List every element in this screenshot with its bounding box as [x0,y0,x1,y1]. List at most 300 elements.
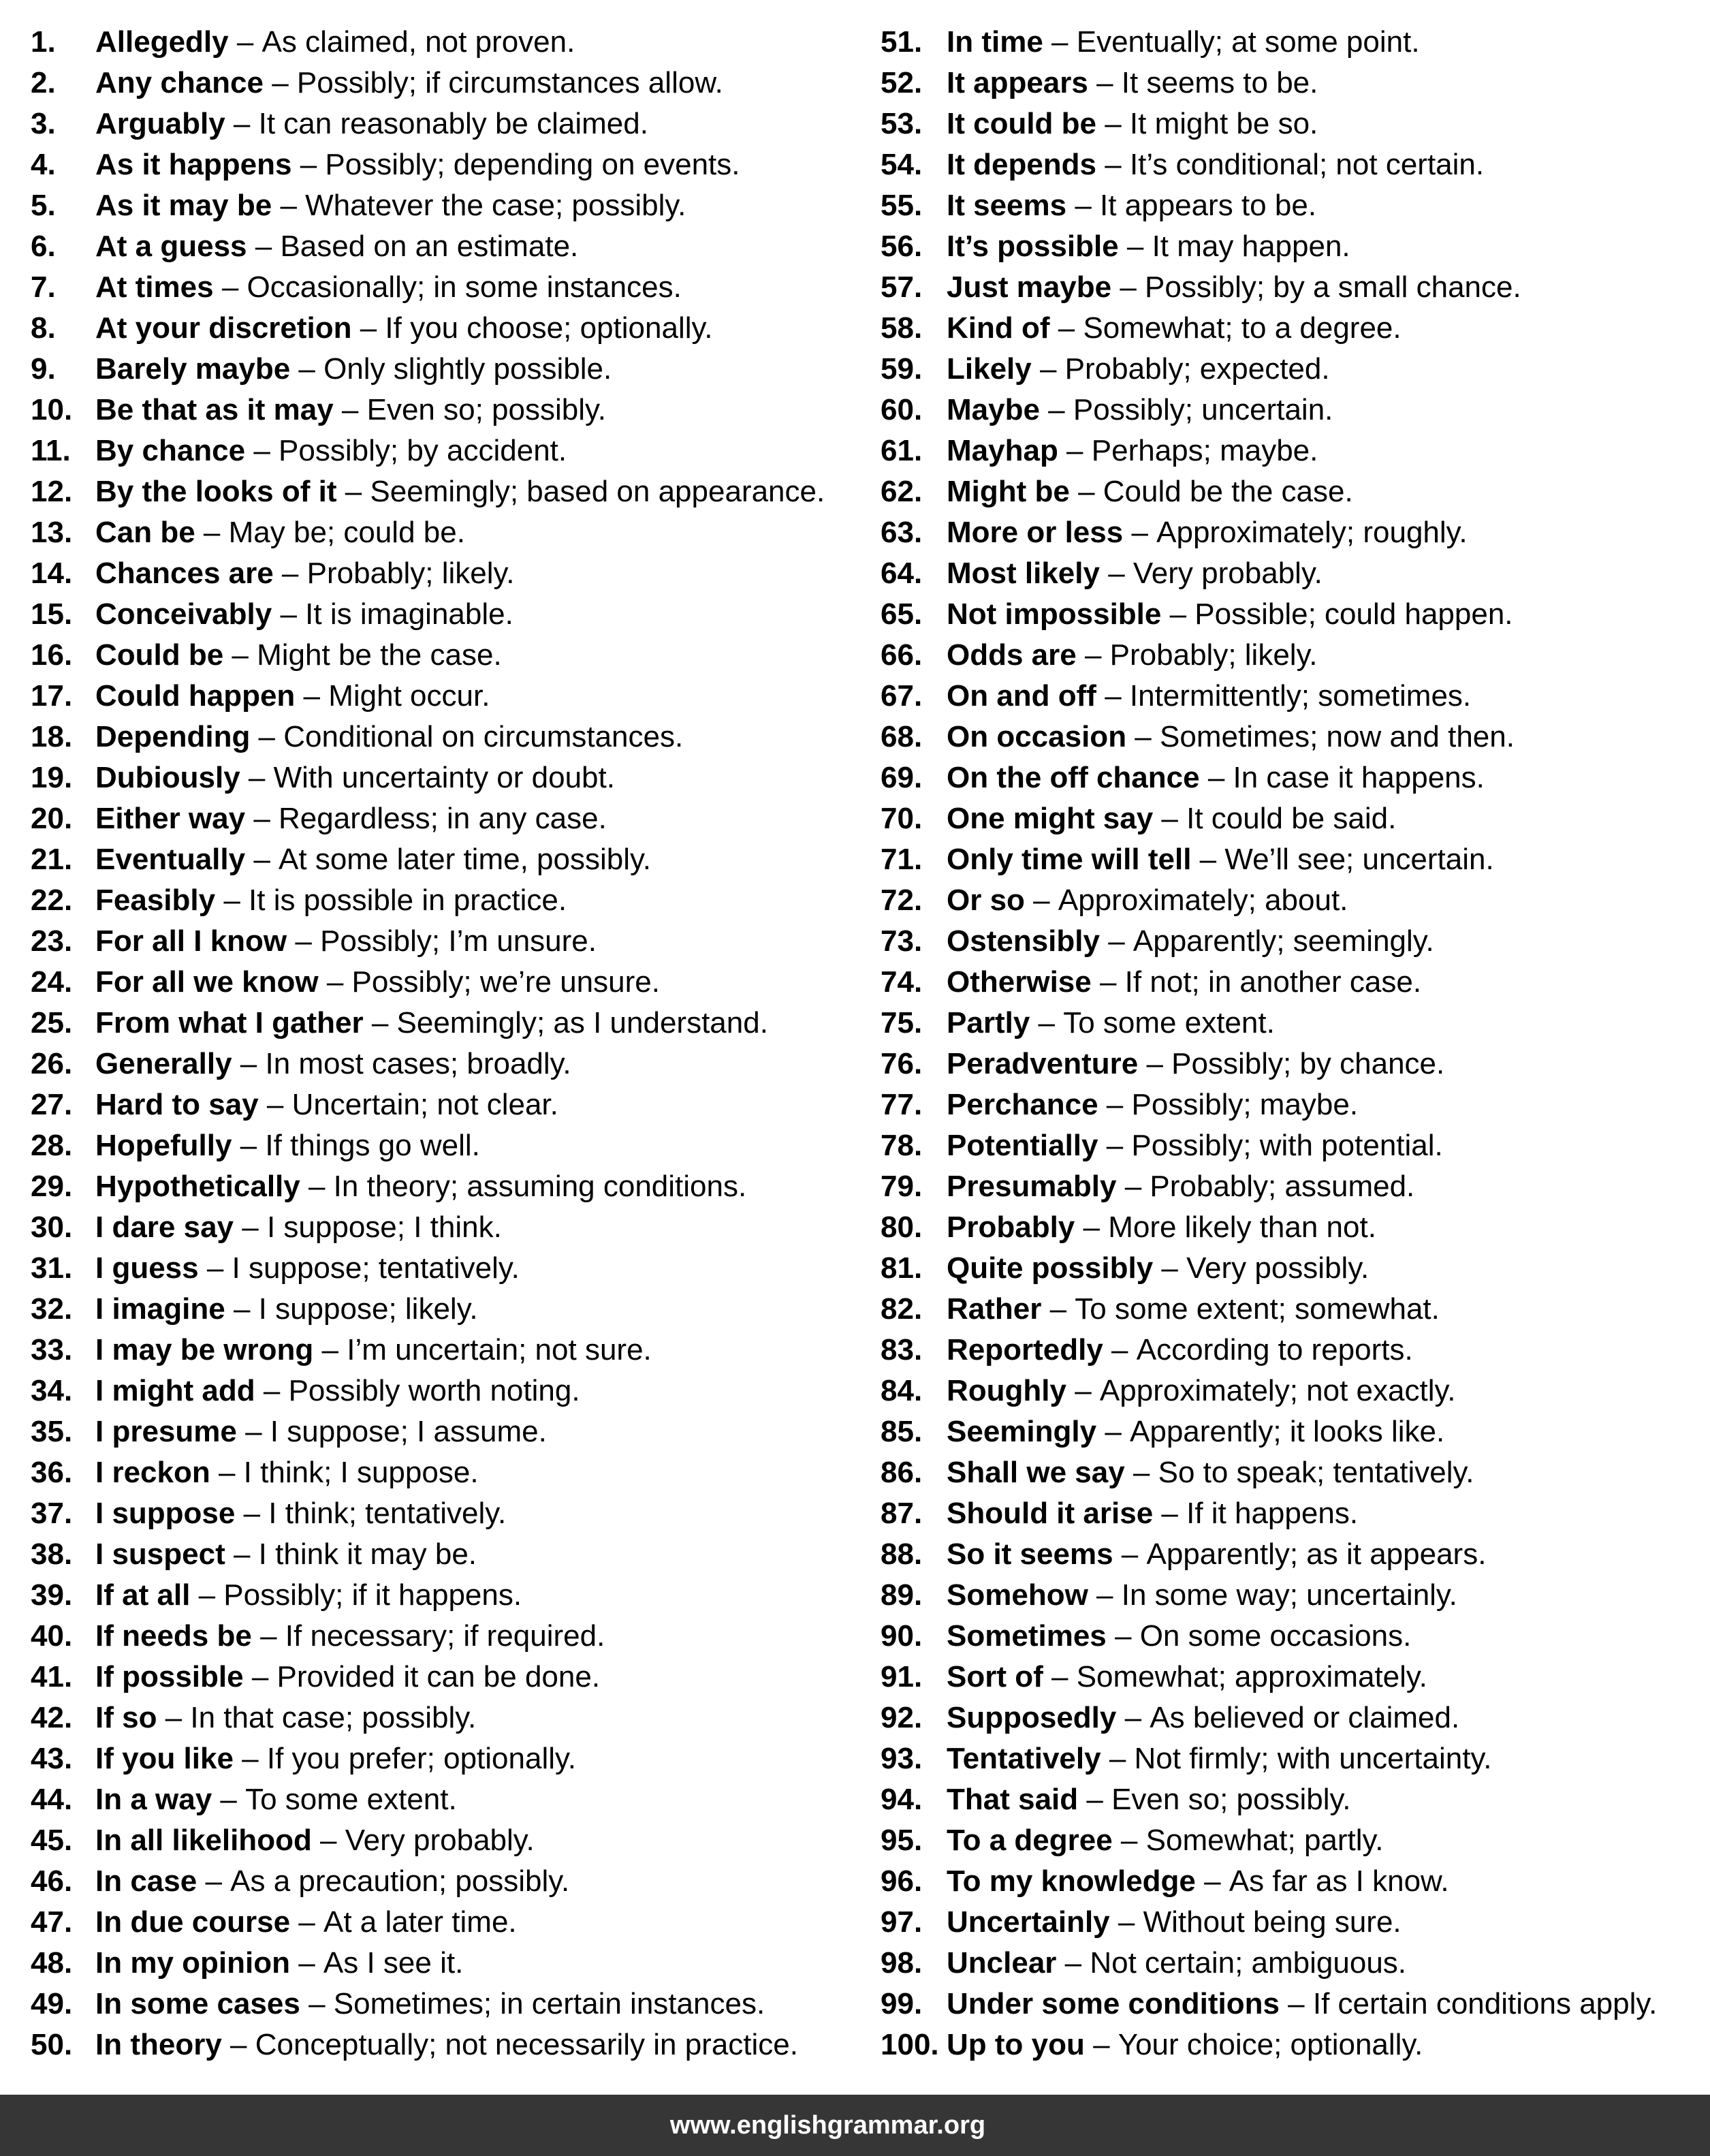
item-term: Hard to say [95,1088,259,1121]
item-definition: In that case; possibly. [190,1701,477,1734]
item-definition: It appears to be. [1100,189,1317,222]
list-item [881,1166,1705,1207]
item-term: Conceivably [95,597,272,631]
item-definition: Intermittently; sometimes. [1129,679,1472,713]
item-definition: Uncertain; not clear. [291,1088,558,1121]
footer-banner [0,2095,1710,2156]
item-term: In case [95,1864,197,1898]
list-item [881,1738,1705,1779]
item-separator: – [213,270,247,304]
list-item [881,1248,1705,1289]
item-term: Uncertainly [947,1905,1110,1939]
item-term: One might say [947,802,1154,835]
item-term: In my opinion [95,1946,290,1980]
item-term: Kind of [947,311,1050,345]
item-term: At your discretion [95,311,352,345]
item-definition: Somewhat; approximately. [1076,1660,1427,1693]
item-separator: – [1111,270,1145,304]
item-number: 61. [881,434,923,467]
item-term: That said [947,1783,1079,1816]
item-term: Shall we say [947,1456,1125,1489]
item-number: 59. [881,352,923,386]
item-separator: – [1195,1864,1229,1898]
item-number: 80. [881,1210,923,1244]
item-definition: Even so; possibly. [1111,1783,1351,1816]
item-term: Just maybe [947,270,1112,304]
item-term: If possible [95,1660,244,1693]
item-number: 18. [31,720,73,753]
item-number: 12. [31,475,73,508]
item-number: 15. [31,597,73,631]
list-item [31,1657,861,1698]
item-definition: In case it happens. [1233,761,1485,794]
item-number: 91. [881,1660,923,1693]
item-term: Most likely [947,557,1100,590]
item-term: Unclear [947,1946,1057,1980]
item-separator: – [1078,1783,1112,1816]
item-term: For all I know [95,924,287,958]
list-item [881,1452,1705,1493]
list-item [881,349,1705,390]
list-item [31,512,861,553]
item-number: 98. [881,1946,923,1980]
item-number: 78. [881,1129,923,1162]
item-definition: Sometimes; in certain instances. [333,1987,765,2020]
item-number: 52. [881,66,923,99]
item-definition: It can reasonably be claimed. [258,107,648,140]
item-separator: – [240,761,274,794]
item-separator: – [1124,1456,1158,1489]
item-term: Could be [95,638,224,672]
list-item [881,1616,1705,1657]
item-term: I reckon [95,1456,210,1489]
item-definition: Very probably. [345,1824,535,1857]
list-item [881,1902,1705,1943]
item-definition: It could be said. [1186,802,1397,835]
item-number: 88. [881,1537,923,1571]
item-definition: Conceptually; not necessarily in practice. [255,2028,799,2061]
item-definition: Possibly; with potential. [1131,1129,1443,1162]
list-item [881,880,1705,921]
item-number: 8. [31,311,56,345]
list-item [31,144,861,185]
item-number: 87. [881,1497,923,1530]
item-definition: It is imaginable. [305,597,513,631]
item-definition: If it happens. [1186,1497,1359,1530]
item-number: 82. [881,1292,923,1326]
item-separator: – [228,25,262,59]
item-definition: Somewhat; to a degree. [1083,311,1402,345]
item-definition: More likely than not. [1108,1210,1376,1244]
item-term: If so [95,1701,157,1734]
list-item [31,1084,861,1125]
list-item [31,880,861,921]
item-number: 31. [31,1251,73,1285]
item-separator: – [1088,66,1122,99]
item-term: Hopefully [95,1129,232,1162]
item-number: 58. [881,311,923,345]
item-separator: – [195,516,229,549]
list-item [31,594,861,635]
item-number: 84. [881,1374,923,1407]
item-separator: – [234,1210,267,1244]
list-item [881,1411,1705,1452]
item-definition: Based on an estimate. [280,230,579,263]
item-separator: – [1118,230,1152,263]
item-number: 76. [881,1047,923,1080]
item-definition: According to reports. [1136,1333,1413,1366]
list-item [881,594,1705,635]
item-definition: It might be so. [1129,107,1318,140]
item-separator: – [1043,1660,1077,1693]
item-number: 53. [881,107,923,140]
list-item [31,1166,861,1207]
item-definition: Even so; possibly. [366,393,606,426]
item-separator: – [1075,1210,1109,1244]
item-term: Sometimes [947,1619,1107,1653]
item-separator: – [210,1456,244,1489]
item-definition: I suppose; I assume. [270,1415,547,1448]
list-item [31,1371,861,1411]
item-definition: Probably; assumed. [1150,1170,1415,1203]
item-separator: – [245,802,279,835]
item-number: 22. [31,884,73,917]
item-term: Could happen [95,679,296,713]
item-number: 27. [31,1088,73,1121]
footer-website-link[interactable]: www.englishgrammar.org [669,2110,986,2140]
item-separator: – [1116,1170,1150,1203]
item-term: Maybe [947,393,1040,426]
item-number: 62. [881,475,923,508]
item-term: Tentatively [947,1742,1101,1775]
item-definition: To some extent. [245,1783,457,1816]
item-definition: Might occur. [328,679,490,713]
item-term: In all likelihood [95,1824,312,1857]
item-definition: Possibly; by a small chance. [1145,270,1521,304]
item-number: 85. [881,1415,923,1448]
item-definition: Very probably. [1133,557,1323,590]
item-definition: Approximately; roughly. [1156,516,1468,549]
list-item [881,471,1705,512]
item-definition: If things go well. [265,1129,480,1162]
item-separator: – [1099,557,1133,590]
item-term: At times [95,270,214,304]
item-number: 19. [31,761,73,794]
item-separator: – [157,1701,191,1734]
item-term: Might be [947,475,1070,508]
item-definition: As far as I know. [1229,1864,1449,1898]
item-definition: Occasionally; in some instances. [247,270,682,304]
list-item [881,1371,1705,1411]
list-item [881,144,1705,185]
item-term: As it happens [95,148,292,181]
item-separator: – [287,924,321,958]
list-item [881,676,1705,717]
item-definition: As I see it. [323,1946,464,1980]
item-separator: – [1116,1701,1150,1734]
item-term: On and off [947,679,1096,713]
item-definition: I think; I suppose. [243,1456,479,1489]
list-item [31,104,861,144]
list-item [881,553,1705,594]
item-separator: – [1049,311,1083,345]
item-separator: – [1106,1619,1140,1653]
list-item [881,390,1705,431]
item-number: 77. [881,1088,923,1121]
list-item [881,1084,1705,1125]
item-term: Chances are [95,557,274,590]
list-item [31,1738,861,1779]
item-term: Probably [947,1210,1075,1244]
item-definition: Only slightly possible. [323,352,612,386]
item-number: 26. [31,1047,73,1080]
item-definition: Perhaps; maybe. [1091,434,1318,467]
item-definition: Whatever the case; possibly. [305,189,686,222]
item-term: Generally [95,1047,232,1080]
item-separator: – [336,475,370,508]
item-term: It appears [947,66,1088,99]
item-number: 75. [881,1006,923,1040]
list-item [31,1289,861,1330]
list-item [881,798,1705,839]
item-separator: – [333,393,367,426]
item-number: 81. [881,1251,923,1285]
item-number: 28. [31,1129,73,1162]
item-definition: On some occasions. [1139,1619,1412,1653]
item-separator: – [351,311,385,345]
item-term: Allegedly [95,25,229,59]
list-item [881,1698,1705,1738]
item-separator: – [1123,516,1157,549]
item-term: It depends [947,148,1097,181]
item-separator: – [1041,1292,1075,1326]
item-term: Sort of [947,1660,1043,1693]
item-term: Depending [95,720,251,753]
item-term: Seemingly [947,1415,1097,1448]
item-term: Be that as it may [95,393,334,426]
item-term: In some cases [95,1987,300,2020]
item-term: Somehow [947,1578,1088,1612]
list-item [881,267,1705,308]
list-item [31,553,861,594]
item-term: Peradventure [947,1047,1139,1080]
item-separator: – [300,1170,334,1203]
item-definition: Possible; could happen. [1194,597,1513,631]
item-number: 42. [31,1701,73,1734]
item-term: At a guess [95,230,247,263]
item-definition: To some extent; somewhat. [1075,1292,1440,1326]
list-item [31,757,861,798]
item-number: 79. [881,1170,923,1203]
list-item [31,798,861,839]
item-number: 43. [31,1742,73,1775]
item-separator: – [1024,884,1058,917]
item-term: On the off chance [947,761,1200,794]
item-number: 34. [31,1374,73,1407]
item-definition: Approximately; about. [1058,884,1348,917]
item-definition: Apparently; it looks like. [1130,1415,1445,1448]
item-definition: Approximately; not exactly. [1099,1374,1456,1407]
item-term: I imagine [95,1292,225,1326]
item-number: 100. [881,2028,939,2061]
list-item [881,185,1705,226]
item-separator: – [1191,843,1225,876]
item-term: I might add [95,1374,255,1407]
item-number: 14. [31,557,73,590]
item-separator: – [289,1946,323,1980]
item-term: From what I gather [95,1006,364,1040]
list-item [31,390,861,431]
item-number: 90. [881,1619,923,1653]
list-item [881,635,1705,676]
item-definition: We’ll see; uncertain. [1224,843,1494,876]
item-definition: Very possibly. [1186,1251,1369,1285]
item-separator: – [295,679,329,713]
item-definition: At some later time, possibly. [279,843,651,876]
item-number: 89. [881,1578,923,1612]
item-number: 44. [31,1783,73,1816]
item-definition: I suppose; tentatively. [232,1251,520,1285]
item-separator: – [363,1006,397,1040]
item-term: If at all [95,1578,191,1612]
list-item [31,1411,861,1452]
list-item [881,63,1705,104]
item-number: 13. [31,516,73,549]
item-number: 10. [31,393,73,426]
item-definition: If you choose; optionally. [385,311,713,345]
item-term: I presume [95,1415,237,1448]
item-separator: – [1279,1987,1313,2020]
item-term: Eventually [95,843,246,876]
list-item [31,1575,861,1616]
item-separator: – [1103,1333,1137,1366]
item-definition: I think it may be. [258,1537,477,1571]
item-term: Arguably [95,107,225,140]
item-term: Partly [947,1006,1030,1040]
item-definition: Without being sure. [1143,1905,1402,1939]
item-number: 48. [31,1946,73,1980]
item-number: 6. [31,230,56,263]
item-definition: Possibly; if it happens. [223,1578,522,1612]
item-separator: – [1069,475,1103,508]
item-definition: It seems to be. [1121,66,1318,99]
item-definition: At a later time. [323,1905,517,1939]
item-separator: – [255,1374,289,1407]
list-item [881,717,1705,757]
item-term: It seems [947,189,1067,222]
item-term: By chance [95,434,246,467]
item-separator: – [1112,1824,1146,1857]
list-item [31,226,861,267]
item-number: 63. [881,516,923,549]
item-term: Potentially [947,1129,1098,1162]
list-item [31,267,861,308]
list-item [31,349,861,390]
item-definition: If certain conditions apply. [1312,1987,1658,2020]
item-number: 1. [31,25,56,59]
item-number: 45. [31,1824,73,1857]
item-separator: – [1161,597,1195,631]
item-term: In time [947,25,1043,59]
item-number: 55. [881,189,923,222]
item-term: Perchance [947,1088,1098,1121]
item-separator: – [1066,189,1101,222]
list-item [881,1125,1705,1166]
item-number: 86. [881,1456,923,1489]
phrase-list-right-column [881,22,1705,2065]
item-definition: To some extent. [1063,1006,1275,1040]
item-number: 69. [881,761,923,794]
list-item [881,1534,1705,1575]
item-term: If you like [95,1742,234,1775]
item-number: 97. [881,1905,923,1939]
item-number: 83. [881,1333,923,1366]
list-item [31,1248,861,1289]
list-item [881,1984,1705,2025]
list-item [31,1330,861,1371]
item-term: I guess [95,1251,199,1285]
item-number: 65. [881,597,923,631]
list-item [881,2025,1705,2065]
item-definition: It is possible in practice. [249,884,567,917]
item-number: 47. [31,1905,73,1939]
item-separator: – [250,720,284,753]
item-number: 60. [881,393,923,426]
item-number: 33. [31,1333,73,1366]
item-number: 17. [31,679,73,713]
list-item [881,1207,1705,1248]
item-separator: – [1058,434,1092,467]
item-number: 74. [881,965,923,999]
item-definition: Seemingly; based on appearance. [370,475,825,508]
list-item [881,104,1705,144]
item-separator: – [197,1864,231,1898]
item-term: To a degree [947,1824,1113,1857]
list-item [881,1044,1705,1084]
item-term: Otherwise [947,965,1092,999]
item-separator: – [235,1497,269,1530]
item-separator: – [1153,1251,1187,1285]
item-number: 2. [31,66,56,99]
list-item [881,839,1705,880]
item-separator: – [1098,1088,1132,1121]
item-term: Dubiously [95,761,240,794]
item-separator: – [1101,1742,1135,1775]
item-term: Or so [947,884,1025,917]
item-separator: – [1031,352,1065,386]
item-separator: – [232,1047,266,1080]
item-separator: – [1098,1129,1132,1162]
list-item [31,1534,861,1575]
item-term: Mayhap [947,434,1058,467]
list-item [881,1861,1705,1902]
item-term: Reportedly [947,1333,1103,1366]
item-definition: I suppose; likely. [258,1292,478,1326]
item-term: Feasibly [95,884,216,917]
item-number: 73. [881,924,923,958]
item-number: 95. [881,1824,923,1857]
item-number: 7. [31,270,56,304]
item-number: 50. [31,2028,73,2061]
list-item [31,1820,861,1861]
item-definition: May be; could be. [228,516,465,549]
item-separator: – [1096,679,1130,713]
item-separator: – [1039,393,1073,426]
item-separator: – [313,1333,347,1366]
item-separator: – [245,434,279,467]
item-separator: – [221,2028,255,2061]
item-definition: In some way; uncertainly. [1121,1578,1457,1612]
